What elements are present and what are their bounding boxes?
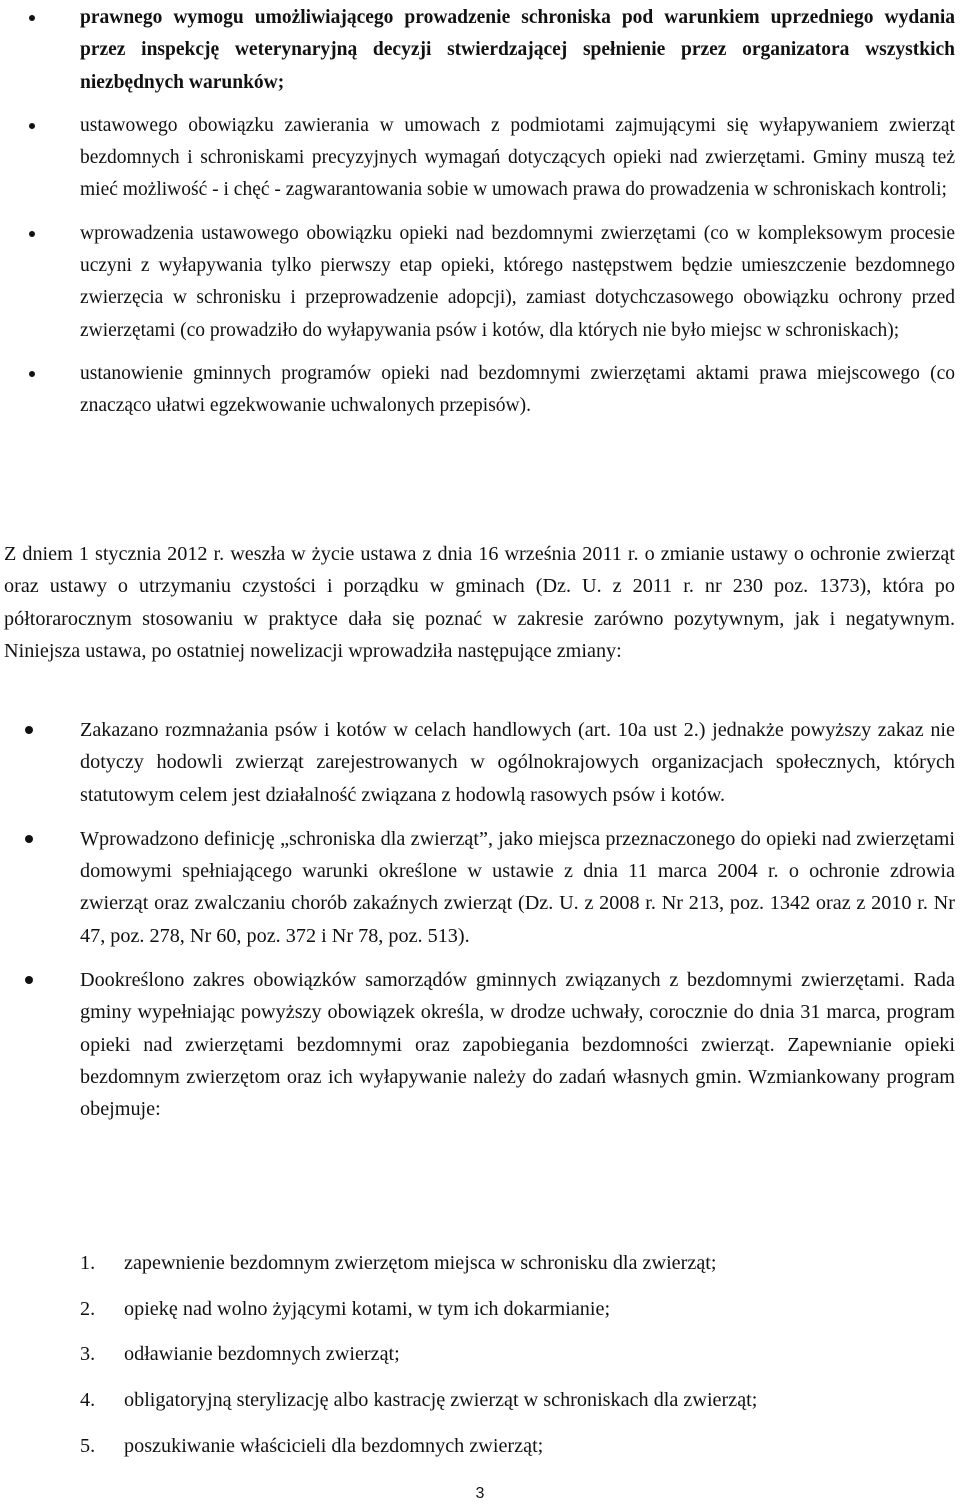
bullet-icon — [29, 15, 35, 21]
numbered-item — [80, 1247, 955, 1293]
item-text: opiekę nad wolno żyjącymi kotami, w tym ich dokarmianie; — [124, 1297, 611, 1320]
item-text: obligatoryjną sterylizację albo kastrację zwierząt w schroniskach dla zwierząt; — [124, 1389, 758, 1412]
list-item-text: wprowadzenia ustawowego obowiązku opieki nad bezdomnymi zwierzętami (co w kompleksowym procesie uczyni z wyłapywania tylko pierwszy etap opieki, którego następstwem będzie umieszczenie bezdomnego zwierzęcia w schronisku i przeprowadzenie adopcji), zamiast dotychczasowego obowiązku ochrony przed zwierzętami (co prowadziło do wyłapywania psów i kotów, dla których nie było miejsc w schroniskach); — [80, 222, 955, 341]
numbered-item — [80, 1430, 955, 1476]
bullet-icon — [25, 976, 33, 984]
program-numbered-list — [80, 1247, 955, 1475]
list-item — [80, 714, 955, 811]
changes-bullet-list — [80, 714, 955, 1138]
list-item — [80, 823, 955, 952]
list-item-text: Dookreślono zakres obowiązków samorządów gminnych związanych z bezdomnymi zwierzętami. Rada gminy wypełniając powyższy obowiązek określa, w drodze uchwały, corocznie do dnia 31 marca, program opieki nad zwierzętami bezdomnymi oraz zapobiegania bezdomności zwierząt. Zapewnianie opieki bezdomnym zwierzętom oraz ich wyłapywanie należy do zadań własnych gmin. Wzmiankowany program obejmuje: — [80, 969, 955, 1121]
item-number: 4. — [80, 1389, 96, 1412]
top-bullet-list — [80, 2, 955, 434]
list-item — [80, 2, 955, 99]
list-item-text: prawnego wymogu umożliwiającego prowadzenie schroniska pod warunkiem uprzedniego wydania przez inspekcję weterynaryjną decyzji stwierdzającej spełnienie przez organizatora wszystkich niezbędnych warunków; — [80, 7, 955, 93]
list-item-text: Zakazano rozmnażania psów i kotów w celach handlowych (art. 10a ust 2.) jednakże powyższy zakaz nie dotyczy hodowli zwierząt zarejestrowanych w ogólnokrajowych organizacjach społecznych, których statutowym celem jest działalność związana z hodowlą rasowych psów i kotów. — [80, 719, 955, 806]
item-number: 5. — [80, 1434, 96, 1457]
item-text: poszukiwanie właścicieli dla bezdomnych zwierząt; — [124, 1434, 544, 1457]
item-text: odławianie bezdomnych zwierząt; — [124, 1343, 400, 1366]
page-number: 3 — [475, 1485, 485, 1502]
numbered-item — [80, 1384, 955, 1430]
bullet-icon — [29, 231, 35, 237]
bullet-icon — [25, 726, 33, 734]
item-number: 1. — [80, 1252, 96, 1274]
body-paragraph: Z dniem 1 stycznia 2012 r. weszła w życie ustawa z dnia 16 września 2011 r. o zmianie ustawy o ochronie zwierząt oraz ustawy o utrzymaniu czystości i porządku w gminach (Dz. U. z 2011 r. nr 230 poz. 1373), która po półtorarocznym stosowaniu w praktyce dała się poznać w zakresie zarówno pozytywnym, jak i negatywnym. Niniejsza ustawa, po ostatniej nowelizacji wprowadziła następujące zmiany: — [4, 543, 955, 662]
list-item-text: ustawowego obowiązku zawierania w umowach z podmiotami zajmującymi się wyłapywaniem zwierząt bezdomnych i schroniskami precyzyjnych wymagań dotyczących opieki nad zwierzętami. Gminy muszą też mieć możliwość - i chęć - zagwarantowania sobie w umowach prawa do prowadzenia w schroniskach kontroli; — [80, 114, 955, 201]
numbered-item — [80, 1338, 955, 1384]
list-item-text: Wprowadzono definicję „schroniska dla zwierząt”, jako miejsca przeznaczonego do opieki nad zwierzętami domowymi spełniającego warunki określone w ustawie z dnia 11 marca 2004 r. o ochronie zdrowia zwierząt oraz zwalczaniu chorób zakaźnych zwierząt (Dz. U. z 2008 r. Nr 213, poz. 1342 oraz z 2010 r. Nr 47, poz. 278, Nr 60, poz. 372 i Nr 78, poz. 513). — [80, 827, 955, 947]
item-text: zapewnienie bezdomnym zwierzętom miejsca w schronisku dla zwierząt; — [124, 1252, 717, 1274]
bullet-icon — [29, 123, 35, 129]
list-item — [80, 358, 955, 423]
numbered-item — [80, 1293, 955, 1339]
list-item-text: ustanowienie gminnych programów opieki nad bezdomnymi zwierzętami aktami prawa miejscowego (co znacząco ułatwi egzekwowanie uchwalonych przepisów). — [80, 362, 955, 417]
item-number: 2. — [80, 1297, 96, 1320]
bullet-icon — [29, 371, 35, 377]
list-item — [80, 964, 955, 1125]
bullet-icon — [25, 835, 33, 843]
list-item — [80, 110, 955, 207]
item-number: 3. — [80, 1343, 96, 1366]
list-item — [80, 218, 955, 347]
